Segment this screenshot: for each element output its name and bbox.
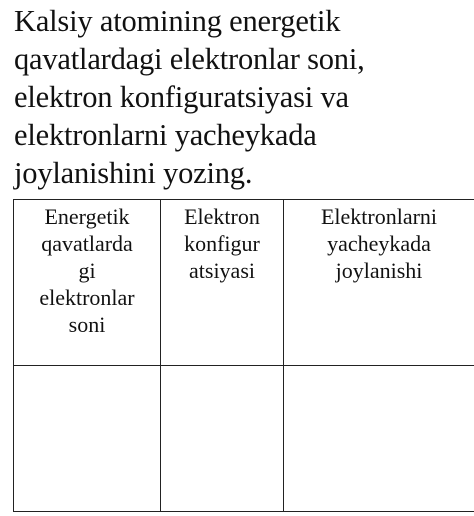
question-text (14, 2, 466, 192)
header-line: yacheykada (327, 231, 431, 256)
answer-cell-electron-count[interactable] (14, 366, 161, 512)
header-line: atsiyasi (189, 258, 255, 283)
header-line: Elektron (184, 204, 260, 229)
header-line: qavatlarda (41, 231, 133, 256)
question-line: elektron konfiguratsiyasi va (14, 80, 349, 114)
answer-cell-orbital-placement[interactable] (284, 366, 474, 512)
header-line: konfigur (184, 231, 260, 256)
header-cell-configuration (161, 200, 284, 366)
header-line: Energetik (44, 204, 130, 229)
table-header-row (14, 200, 474, 366)
table-row (14, 366, 474, 512)
header-line: joylanishi (335, 258, 423, 283)
question-line: joylanishini yozing. (14, 156, 253, 190)
header-line: Elektronlarni (320, 204, 438, 229)
header-cell-orbital-placement (284, 200, 474, 366)
answer-table (13, 199, 474, 512)
header-cell-electron-count (14, 200, 161, 366)
header-line: gi (78, 258, 96, 283)
question-line: qavatlardagi elektronlar soni, (14, 42, 365, 76)
answer-cell-configuration[interactable] (161, 366, 284, 512)
header-line: elektronlar (39, 285, 135, 310)
header-line: soni (68, 312, 106, 337)
question-line: elektronlarni yacheykada (14, 118, 317, 152)
question-line: Kalsiy atomining energetik (14, 4, 341, 38)
